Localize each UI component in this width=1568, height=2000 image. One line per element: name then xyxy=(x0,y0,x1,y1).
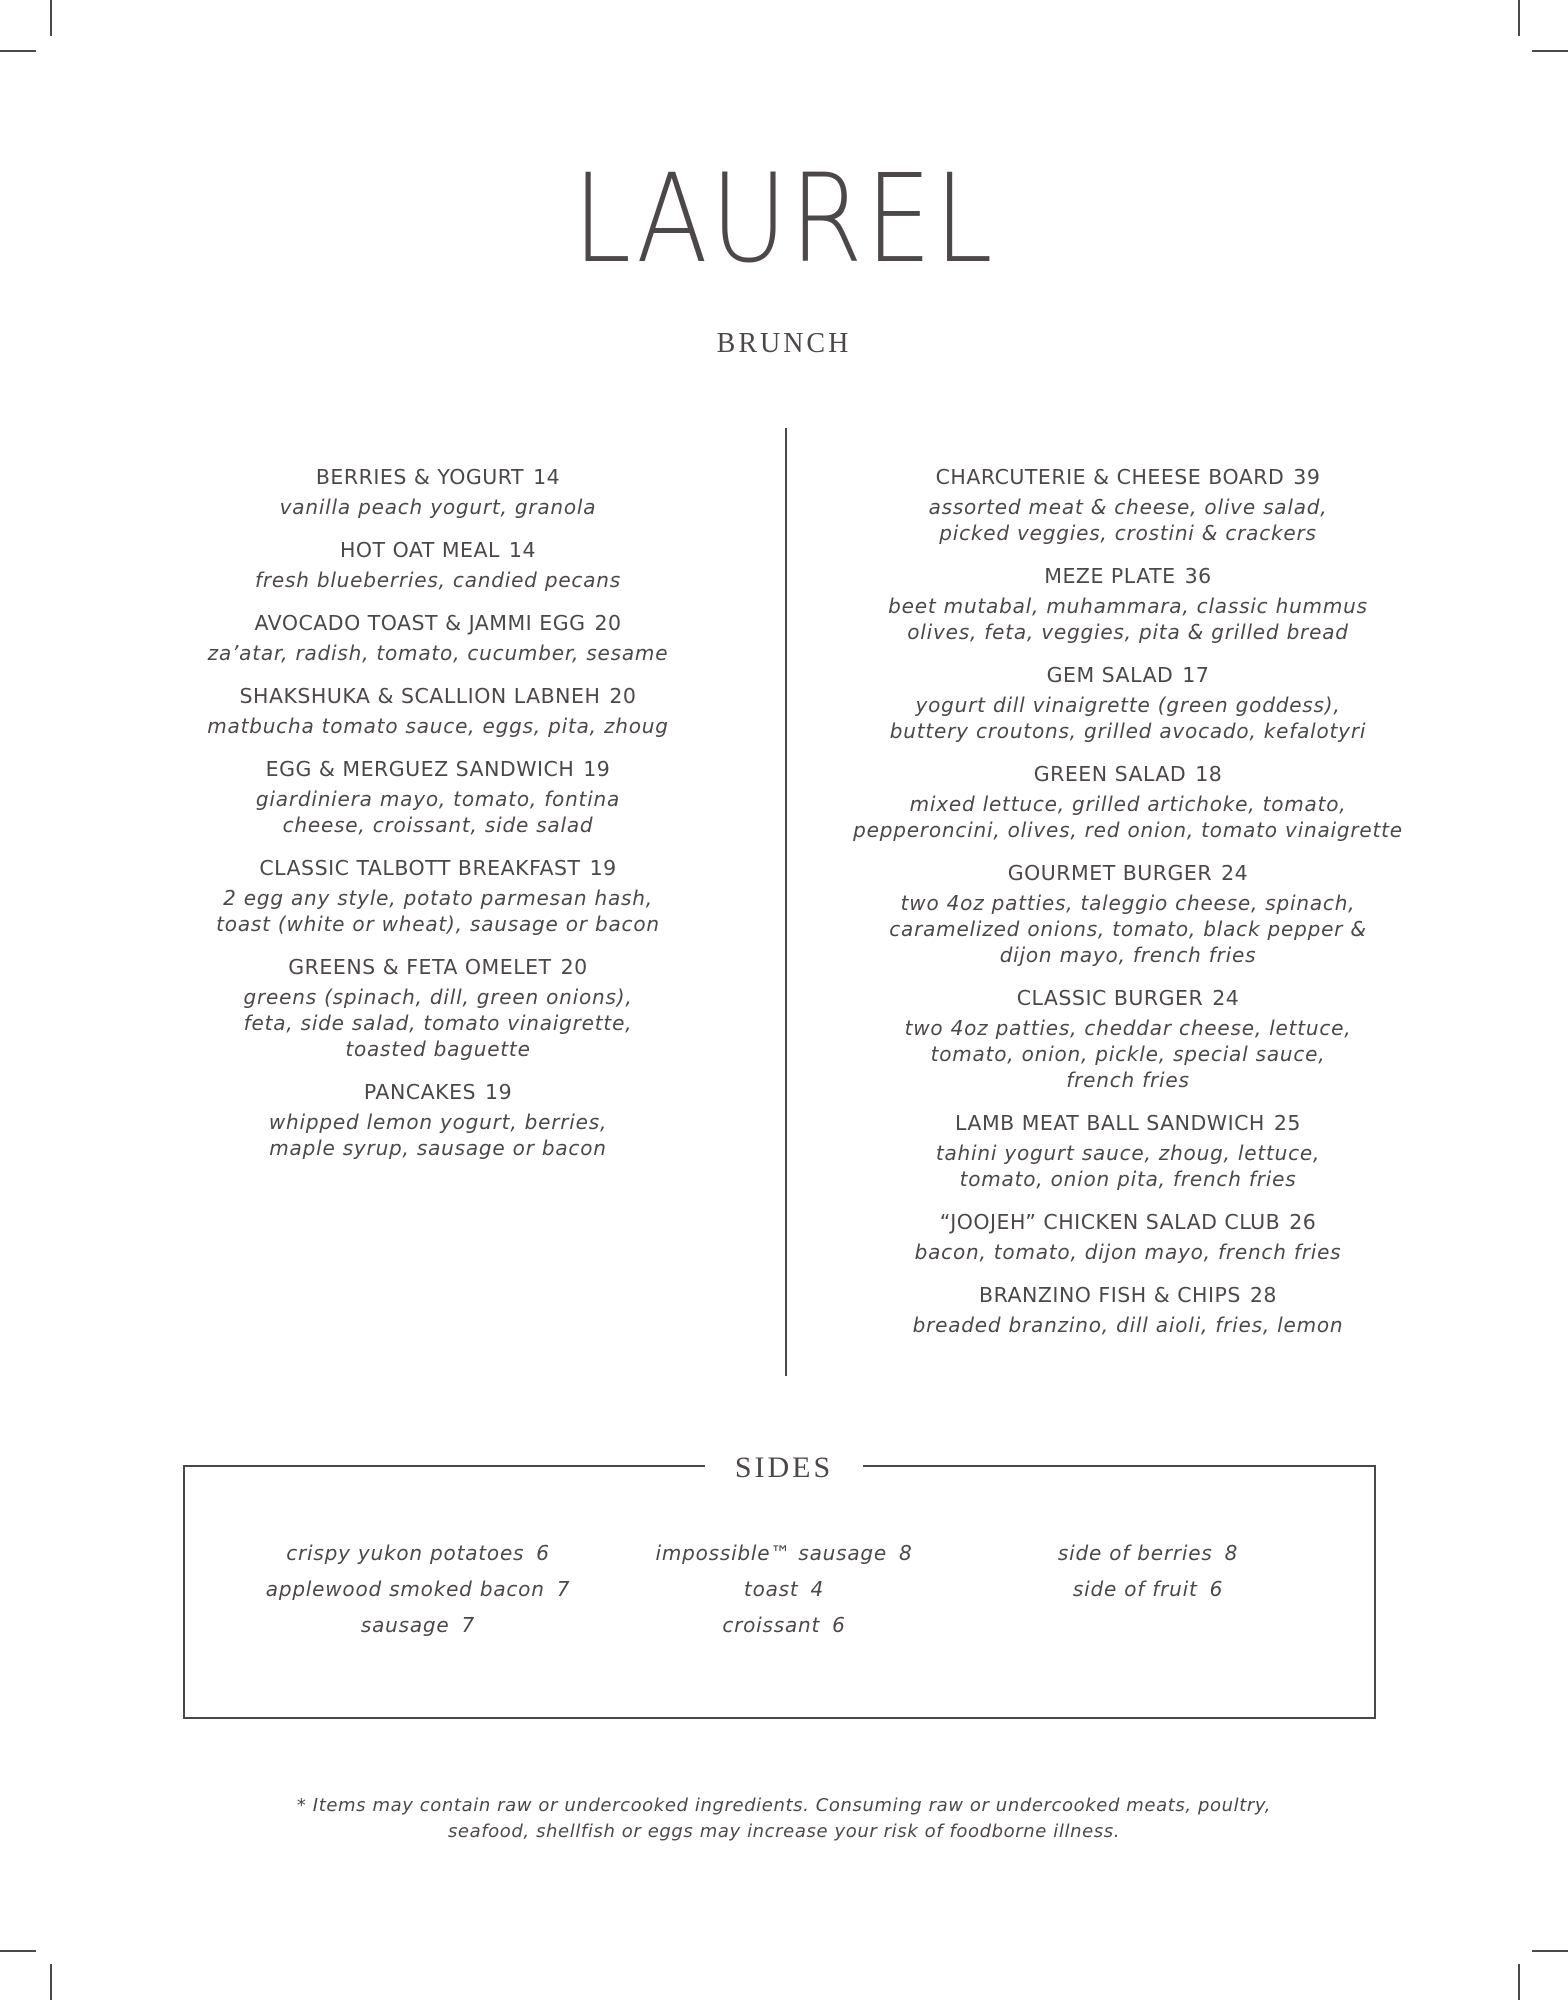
description-line: olives, feta, veggies, pita & grilled bread xyxy=(907,620,1349,644)
menu-item-name: GREENS & FETA OMELET xyxy=(288,955,552,979)
allergen-disclaimer xyxy=(0,1793,1568,1845)
menu-item-name: EGG & MERGUEZ SANDWICH xyxy=(265,757,575,781)
description-line: bacon, tomato, dijon mayo, french fries xyxy=(914,1240,1342,1264)
menu-item xyxy=(848,1108,1408,1192)
menu-item-heading xyxy=(848,858,1408,888)
menu-item-name: “JOOJEH” CHICKEN SALAD CLUB xyxy=(939,1210,1281,1234)
menu-item-price: 24 xyxy=(1212,986,1240,1010)
description-line: french fries xyxy=(1066,1068,1190,1092)
description-line: maple syrup, sausage or bacon xyxy=(269,1136,607,1160)
description-line: giardiniera mayo, tomato, fontina xyxy=(255,787,621,811)
menu-item-heading xyxy=(190,535,686,565)
menu-item xyxy=(848,983,1408,1093)
description-line: za’atar, radish, tomato, cucumber, sesame xyxy=(207,641,669,665)
description-line: cheese, croissant, side salad xyxy=(282,813,594,837)
description-line: picked veggies, crostini & crackers xyxy=(939,521,1317,545)
menu-item-heading xyxy=(848,759,1408,789)
side-item-price: 6 xyxy=(1209,1577,1224,1601)
description-line: tomato, onion pita, french fries xyxy=(959,1167,1297,1191)
description-line: feta, side salad, tomato vinaigrette, xyxy=(243,1011,633,1035)
menu-item-heading xyxy=(848,983,1408,1013)
side-item-name: croissant xyxy=(722,1613,821,1637)
menu-item xyxy=(190,853,686,937)
menu-item-price: 26 xyxy=(1289,1210,1317,1234)
menu-item-heading xyxy=(190,462,686,492)
menu-item-price: 17 xyxy=(1182,663,1210,687)
menu-item-price: 20 xyxy=(609,684,637,708)
description-line: pepperoncini, olives, red onion, tomato vinaigrette xyxy=(853,818,1403,842)
description-line: matbucha tomato sauce, eggs, pita, zhoug xyxy=(207,714,669,738)
menu-item-heading xyxy=(848,1207,1408,1237)
side-item xyxy=(604,1571,964,1607)
menu-item-heading xyxy=(848,1280,1408,1310)
menu-item-name: CLASSIC TALBOTT BREAKFAST xyxy=(259,856,581,880)
description-line: greens (spinach, dill, green onions), xyxy=(243,985,633,1009)
menu-item-name: SHAKSHUKA & SCALLION LABNEH xyxy=(239,684,601,708)
menu-item xyxy=(848,1207,1408,1265)
menu-item-name: LAMB MEAT BALL SANDWICH xyxy=(955,1111,1265,1135)
menu-item-heading xyxy=(848,561,1408,591)
side-item-price: 7 xyxy=(461,1613,476,1637)
crop-mark xyxy=(1518,1964,1520,2000)
menu-item-heading xyxy=(190,608,686,638)
side-item-name: sausage xyxy=(360,1613,450,1637)
side-item xyxy=(968,1535,1328,1571)
description-line: yogurt dill vinaigrette (green goddess), xyxy=(915,693,1341,717)
menu-item-name: PANCAKES xyxy=(363,1080,477,1104)
menu-item-description xyxy=(848,1140,1408,1192)
brunch-title: BRUNCH xyxy=(716,328,852,359)
menu-item xyxy=(190,608,686,666)
menu-item-name: CLASSIC BURGER xyxy=(1016,986,1204,1010)
crop-mark xyxy=(50,0,52,36)
menu-item-description xyxy=(848,791,1408,843)
side-item-price: 6 xyxy=(832,1613,846,1637)
menu-item-name: CHARCUTERIE & CHEESE BOARD xyxy=(935,465,1285,489)
menu-item xyxy=(190,681,686,739)
menu-item xyxy=(848,462,1408,546)
description-line: beet mutabal, muhammara, classic hummus xyxy=(888,594,1368,618)
menu-item xyxy=(190,952,686,1062)
crop-mark xyxy=(1532,1950,1568,1952)
menu-item-description xyxy=(190,494,686,520)
description-line: tomato, onion, pickle, special sauce, xyxy=(930,1042,1326,1066)
menu-item-description xyxy=(190,640,686,666)
menu-item-heading xyxy=(190,853,686,883)
description-line: mixed lettuce, grilled artichoke, tomato, xyxy=(909,792,1347,816)
menu-item-name: HOT OAT MEAL xyxy=(339,538,500,562)
menu-item-price: 39 xyxy=(1293,465,1321,489)
menu-item-description xyxy=(848,1312,1408,1338)
menu-item xyxy=(848,858,1408,968)
menu-item-heading xyxy=(848,1108,1408,1138)
menu-item-price: 36 xyxy=(1184,564,1212,588)
menu-item-description xyxy=(190,885,686,937)
description-line: breaded branzino, dill aioli, fries, lemon xyxy=(912,1313,1344,1337)
menu-item-name: AVOCADO TOAST & JAMMI EGG xyxy=(254,611,586,635)
side-item-price: 8 xyxy=(1224,1541,1239,1565)
menu-item-description xyxy=(190,713,686,739)
menu-item-description xyxy=(848,494,1408,546)
brunch-left-column xyxy=(190,462,686,1176)
side-item xyxy=(604,1607,964,1643)
menu-item-name: GOURMET BURGER xyxy=(1007,861,1213,885)
side-item-price: 6 xyxy=(536,1541,550,1565)
description-line: assorted meat & cheese, olive salad, xyxy=(928,495,1328,519)
description-line: caramelized onions, tomato, black pepper & xyxy=(889,917,1367,941)
menu-item-price: 25 xyxy=(1273,1111,1301,1135)
brunch-right-column xyxy=(848,462,1408,1353)
sides-column xyxy=(238,1535,598,1643)
crop-mark xyxy=(0,1950,36,1952)
side-item-name: toast xyxy=(743,1577,799,1601)
side-item-name: impossible™ sausage xyxy=(655,1541,887,1565)
menu-item-heading xyxy=(848,462,1408,492)
menu-item-price: 19 xyxy=(583,757,611,781)
menu-item-price: 14 xyxy=(508,538,536,562)
menu-item-name: GEM SALAD xyxy=(1046,663,1174,687)
side-item-name: crispy yukon potatoes xyxy=(286,1541,525,1565)
side-item-name: applewood smoked bacon xyxy=(265,1577,545,1601)
menu-item-description xyxy=(190,786,686,838)
menu-item-description xyxy=(190,567,686,593)
menu-item-name: BRANZINO FISH & CHIPS xyxy=(979,1283,1241,1307)
menu-item-description xyxy=(848,1239,1408,1265)
description-line: two 4oz patties, taleggio cheese, spinach, xyxy=(900,891,1356,915)
column-divider xyxy=(785,428,787,1376)
description-line: two 4oz patties, cheddar cheese, lettuce, xyxy=(904,1016,1352,1040)
menu-item-price: 20 xyxy=(560,955,588,979)
menu-item-name: MEZE PLATE xyxy=(1044,564,1176,588)
restaurant-logo: LAUREL xyxy=(572,148,996,290)
menu-item-name: GREEN SALAD xyxy=(1033,762,1187,786)
menu-item-name: BERRIES & YOGURT xyxy=(315,465,525,489)
disclaimer-line: seafood, shellfish or eggs may increase your risk of foodborne illness. xyxy=(447,1821,1121,1842)
menu-item-heading xyxy=(190,1077,686,1107)
menu-item-price: 24 xyxy=(1221,861,1249,885)
menu-item xyxy=(190,754,686,838)
side-item-price: 4 xyxy=(810,1577,825,1601)
description-line: tahini yogurt sauce, zhoug, lettuce, xyxy=(935,1141,1321,1165)
sides-column xyxy=(604,1535,964,1643)
menu-item-description xyxy=(848,593,1408,645)
menu-item-heading xyxy=(848,660,1408,690)
description-line: toast (white or wheat), sausage or bacon xyxy=(216,912,660,936)
menu-item-heading xyxy=(190,681,686,711)
crop-mark xyxy=(1532,50,1568,52)
menu-item xyxy=(848,561,1408,645)
menu-item xyxy=(190,1077,686,1161)
menu-item-price: 18 xyxy=(1195,762,1223,786)
description-line: 2 egg any style, potato parmesan hash, xyxy=(223,886,653,910)
menu-item xyxy=(190,462,686,520)
menu-item-price: 19 xyxy=(589,856,617,880)
menu-item-heading xyxy=(190,952,686,982)
description-line: fresh blueberries, candied pecans xyxy=(255,568,621,592)
menu-item xyxy=(848,660,1408,744)
sides-title: SIDES xyxy=(705,1449,863,1487)
crop-mark xyxy=(1518,0,1520,36)
menu-item-price: 19 xyxy=(485,1080,513,1104)
side-item xyxy=(238,1571,598,1607)
description-line: dijon mayo, french fries xyxy=(999,943,1257,967)
side-item-name: side of fruit xyxy=(1072,1577,1198,1601)
side-item xyxy=(968,1571,1328,1607)
menu-item-heading xyxy=(190,754,686,784)
side-item xyxy=(238,1535,598,1571)
menu-item-description xyxy=(190,984,686,1062)
disclaimer-line: * Items may contain raw or undercooked ingredients. Consuming raw or undercooked meats, poultry, xyxy=(296,1795,1272,1816)
menu-item-description xyxy=(848,692,1408,744)
description-line: vanilla peach yogurt, granola xyxy=(279,495,597,519)
description-line: toasted baguette xyxy=(345,1037,531,1061)
description-line: buttery croutons, grilled avocado, kefalotyri xyxy=(889,719,1367,743)
menu-item-description xyxy=(190,1109,686,1161)
menu-item-price: 14 xyxy=(533,465,561,489)
side-item-name: side of berries xyxy=(1057,1541,1213,1565)
menu-item xyxy=(848,1280,1408,1338)
menu-item xyxy=(190,535,686,593)
side-item-price: 7 xyxy=(556,1577,571,1601)
menu-item-description xyxy=(848,890,1408,968)
sides-title-wrap xyxy=(0,1449,1568,1487)
description-line: whipped lemon yogurt, berries, xyxy=(268,1110,608,1134)
side-item-price: 8 xyxy=(898,1541,913,1565)
sides-column xyxy=(968,1535,1328,1607)
side-item xyxy=(238,1607,598,1643)
menu-item xyxy=(848,759,1408,843)
crop-mark xyxy=(50,1964,52,2000)
crop-mark xyxy=(0,50,36,52)
menu-item-price: 28 xyxy=(1249,1283,1277,1307)
menu-item-description xyxy=(848,1015,1408,1093)
side-item xyxy=(604,1535,964,1571)
menu-item-price: 20 xyxy=(594,611,622,635)
